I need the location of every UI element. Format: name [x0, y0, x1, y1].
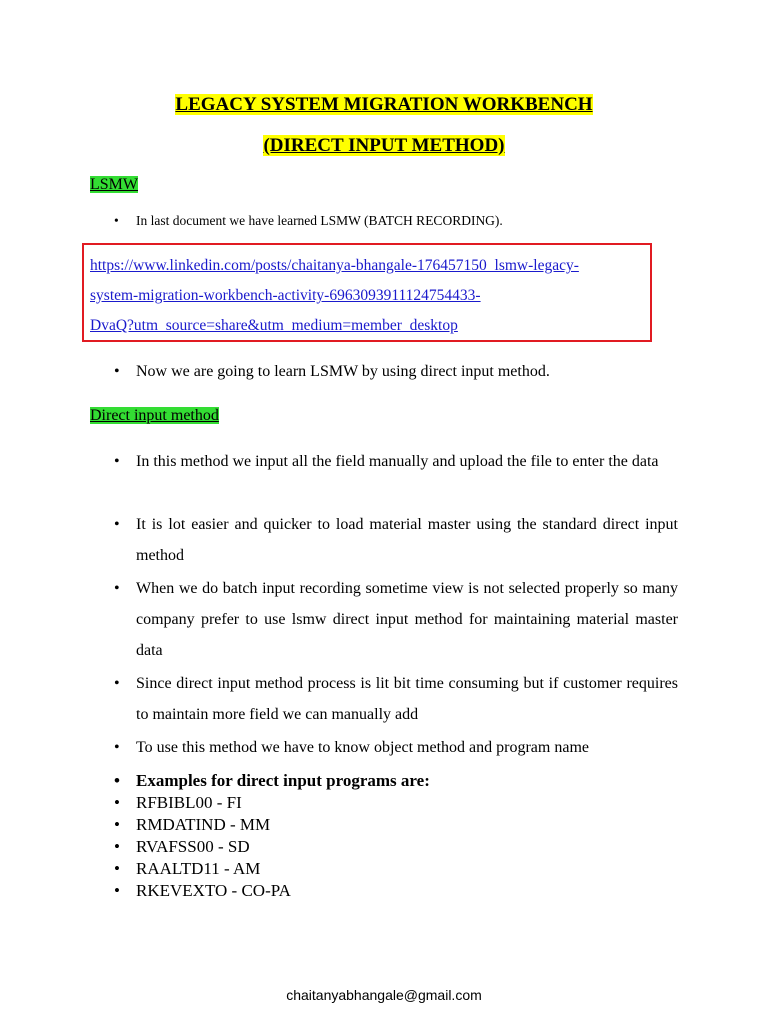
linkedin-link-line2[interactable]: system-migration-workbench-activity-6963093911124754433- [90, 287, 481, 304]
footer-email: chaitanyabhangale@gmail.com [286, 987, 482, 1003]
bullet-icon: • [114, 837, 120, 856]
document-subtitle: (DIRECT INPUT METHOD) [263, 135, 505, 156]
bullet-icon: • [114, 580, 120, 597]
list-item: • To use this method we have to know object method and program name [114, 732, 678, 763]
bullet-icon: • [114, 881, 120, 900]
bullet-icon: • [114, 516, 120, 533]
bullet-icon: • [114, 793, 120, 812]
intro-bullet: • In last document we have learned LSMW (BATCH RECORDING). [114, 213, 503, 228]
linkedin-link-line3[interactable]: DvaQ?utm_source=share&utm_medium=member_desktop [90, 317, 458, 334]
bullet-icon: • [114, 739, 120, 756]
list-item: • Since direct input method process is lit bit time consuming but if customer requires to maintain more field we can manually add [114, 668, 678, 730]
bullet-icon: • [114, 363, 120, 380]
bullet-icon: • [114, 675, 120, 692]
bullet-icon: • [114, 213, 119, 228]
list-item: • In this method we input all the field manually and upload the file to enter the data [114, 446, 678, 477]
section-heading-direct-input: Direct input method [90, 407, 219, 424]
linkedin-link-line1[interactable]: https://www.linkedin.com/posts/chaitanya-bhangale-176457150_lsmw-legacy- [90, 257, 579, 274]
list-item: • When we do batch input recording sometime view is not selected properly so many company prefer to use lsmw direct input method for maintaining material master data [114, 573, 678, 666]
bullet-icon: • [114, 859, 120, 878]
bullet-icon: • [114, 815, 120, 834]
bullet-icon: • [114, 771, 120, 790]
section-heading-lsmw: LSMW [90, 176, 138, 193]
now-bullet: • Now we are going to learn LSMW by using direct input method. [114, 356, 674, 387]
bullet-icon: • [114, 453, 120, 470]
document-title: LEGACY SYSTEM MIGRATION WORKBENCH [175, 94, 593, 115]
list-item: • It is lot easier and quicker to load material master using the standard direct input method [114, 509, 678, 571]
